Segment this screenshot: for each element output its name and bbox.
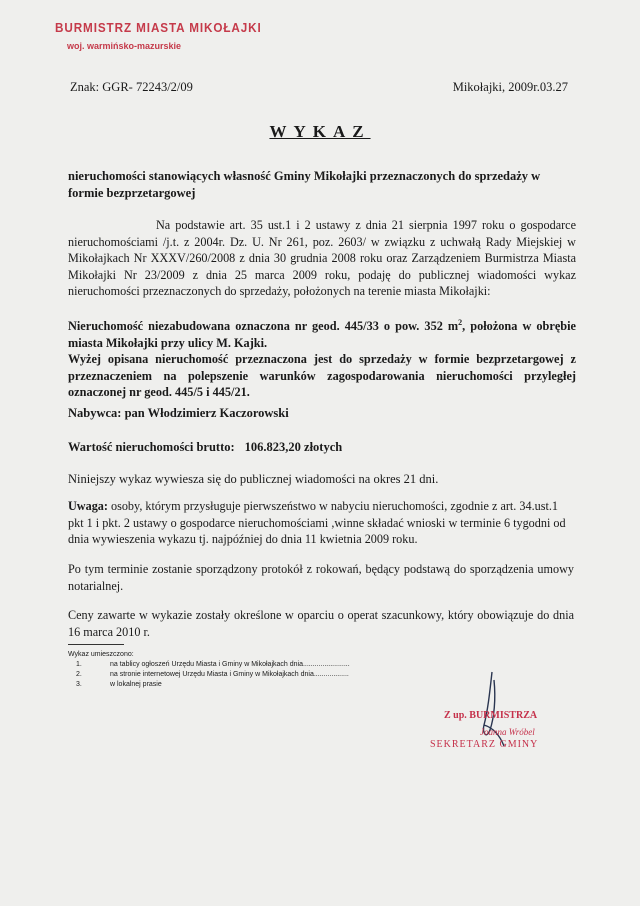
note-paragraph: [68, 498, 568, 548]
signature-stamp-line-2: Joanna Wróbel: [480, 727, 535, 737]
prices-paragraph: Ceny zawarte w wykazie zostały określone w oparciu o operat szacunkowy, który obowiązuje do dnia 16 marca 2010 r.: [68, 608, 574, 639]
posting-item: 3. w lokalnej prasie: [76, 681, 162, 688]
posting-heading: Wykaz umieszczono:: [68, 651, 134, 658]
property-description: [68, 318, 576, 401]
document-subtitle: nieruchomości stanowiących własność Gminy Mikołajki przeznaczonych do sprzedaży w formie bezprzetargowej: [68, 169, 541, 200]
property-line-1-start: Nieruchomość niezabudowana oznaczona nr geod. 445/33 o pow. 352 m: [68, 319, 459, 333]
property-value: [68, 440, 342, 455]
signature-stamp-line-3: SEKRETARZ GMINY: [430, 739, 539, 750]
header-stamp: [55, 20, 285, 51]
stamp-line-2: woj. warmińsko-mazurskie: [67, 41, 182, 51]
note-text: osoby, którym przysługuje pierwszeństwo w nabyciu nieruchomości, zgodnie z art. 34.ust.1 pkt 1 i pkt. 2 ustawy o gospodarce nieruchomościami ,winne składać wnioski w terminie 6 tygodni od dnia wywieszenia wykazu tj. najpóźniej do dnia 11 kwietnia 2009 roku.: [68, 499, 566, 546]
signature-stamp-line-1: Z up. BURMISTRZA: [444, 710, 538, 721]
protocol-paragraph: Po tym terminie zostanie sporządzony protokół z rokowań, będący podstawą do sporządzenia umowy notarialnej.: [68, 562, 574, 593]
posting-item: 1. na tablicy ogłoszeń Urzędu Miasta i Gminy w Mikołajkach dnia........................: [76, 661, 350, 668]
property-line-1-end: , położona w obrębie miasta Mikołajki przy ulicy M. Kajki.: [68, 319, 576, 350]
property-purpose: Wyżej opisana nieruchomość przeznaczona jest do sprzedaży w formie bezprzetargowej z przeznaczeniem na polepszenie warunków zagospodarowania nieruchomości przyległej oznaczonej nr geod. 445/5 i 445/21.: [68, 352, 576, 399]
stamp-line-1: BURMISTRZ MIASTA MIKOŁAJKI: [55, 20, 262, 35]
note-label: Uwaga:: [68, 499, 108, 513]
document-title: WYKAZ: [269, 122, 371, 141]
posting-period: Niniejszy wykaz wywiesza się do publicznej wiadomości na okres 21 dni.: [68, 472, 439, 486]
signature-stamp: [430, 710, 538, 750]
reference-number: Znak: GGR- 72243/2/09: [70, 80, 193, 94]
value-label: Wartość nieruchomości brutto:: [68, 440, 235, 454]
value-amount: 106.823,20 złotych: [244, 440, 343, 454]
divider: [68, 644, 124, 645]
buyer-line: Nabywca: pan Włodzimierz Kaczorowski: [68, 406, 289, 420]
intro-paragraph: Na podstawie art. 35 ust.1 i 2 ustawy z dnia 21 sierpnia 1997 roku o gospodarce nieruchomościami /j.t. z 2004r. Dz. U. Nr 261, poz. 2603/ w związku z uchwałą Rady Miejskiej w Mikołajkach Nr XXXV/260/2008 z dnia 30 grudnia 2008 roku oraz Zarządzeniem Burmistrza Miasta Mikołajki Nr 23/2009 z dnia 25 marca 2009 roku, podaję do publicznej wiadomości wykaz nieruchomości przeznaczonych do sprzedaży, położonych na terenie miasta Mikołajki:: [68, 218, 576, 298]
document-date: Mikołajki, 2009r.03.27: [452, 80, 568, 94]
posting-list: [68, 650, 350, 690]
area-superscript: 2: [458, 317, 463, 327]
posting-item: 2. na stronie internetowej Urzędu Miasta i Gminy w Mikołajkach dnia..................: [76, 671, 349, 678]
